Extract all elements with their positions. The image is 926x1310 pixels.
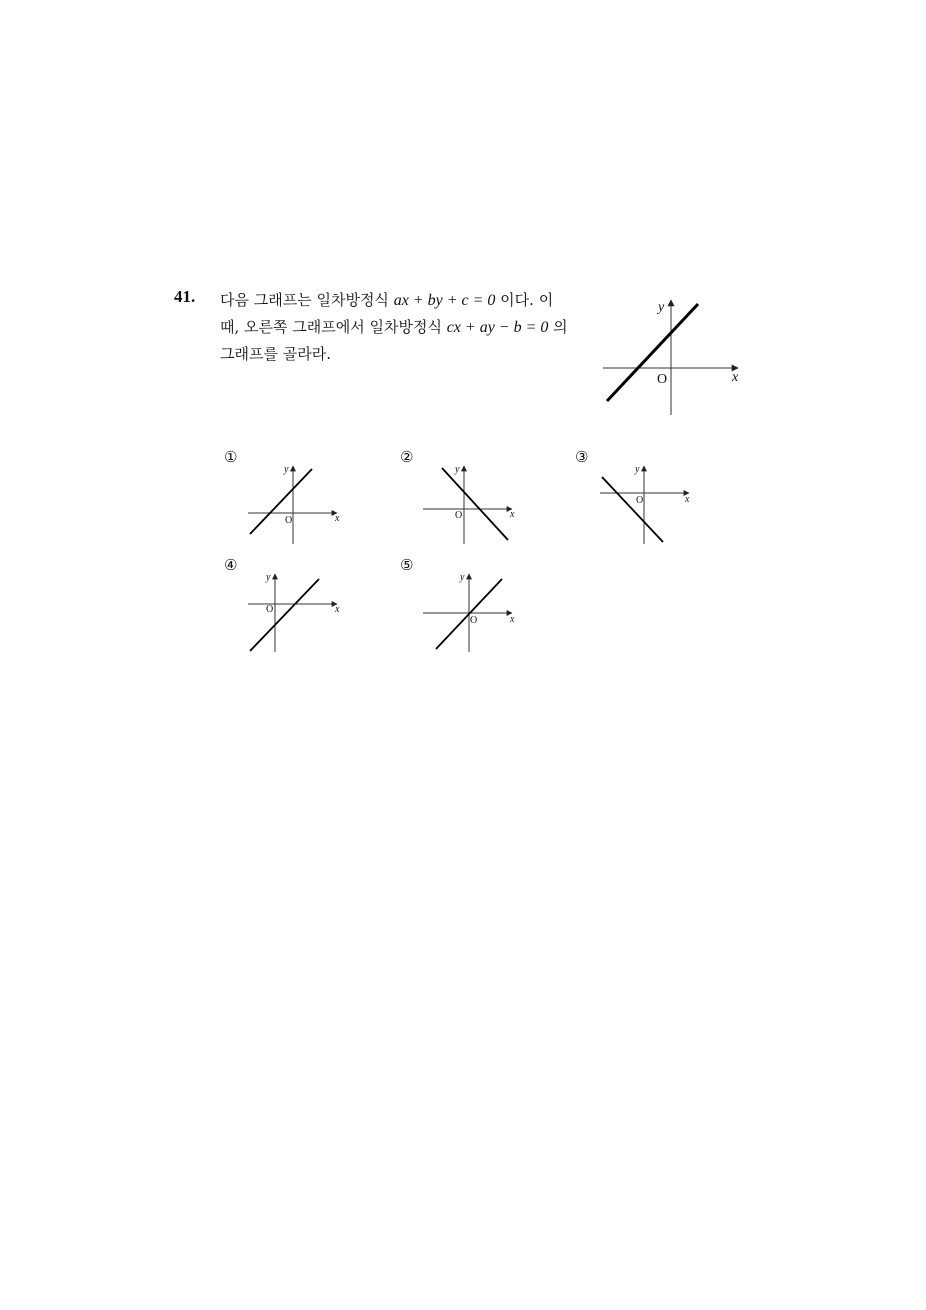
- x-axis-label: x: [732, 370, 739, 385]
- x-axis-label: x: [685, 494, 690, 505]
- graph-line: [250, 579, 319, 651]
- y-axis-label: y: [460, 572, 465, 583]
- choice-graph-5[interactable]: [420, 570, 520, 655]
- x-axis-label: x: [335, 604, 340, 615]
- origin-label: O: [285, 515, 293, 526]
- choice-label-5[interactable]: ⑤: [400, 556, 414, 574]
- origin-label: O: [636, 495, 644, 506]
- choice-label-3[interactable]: ③: [575, 448, 589, 466]
- choice-label-4[interactable]: ④: [224, 556, 238, 574]
- text-segment: 다음 그래프는 일차방정식: [220, 291, 394, 309]
- choice-graph-1[interactable]: [245, 462, 345, 547]
- y-axis-label: y: [455, 464, 460, 475]
- text-segment: 이다. 이: [495, 291, 554, 309]
- x-axis-label: x: [510, 614, 515, 625]
- x-axis-label: x: [510, 509, 515, 520]
- equation-2: cx + ay − b = 0: [446, 319, 549, 336]
- choice-graph-4[interactable]: [245, 570, 345, 655]
- graph-line: [442, 468, 508, 540]
- equation-1: ax + by + c = 0: [393, 292, 496, 309]
- graph-line: [607, 304, 698, 401]
- text-segment: 때, 오른쪽 그래프에서 일차방정식: [220, 318, 447, 336]
- origin-label: O: [455, 510, 463, 521]
- main-graph: [600, 295, 745, 420]
- question-text: [220, 287, 586, 367]
- origin-label: O: [657, 372, 668, 387]
- graph-line: [602, 477, 663, 542]
- text-segment: 의: [548, 318, 568, 336]
- question-line-1: [220, 287, 586, 314]
- question-line-3: 그래프를 골라라.: [220, 345, 331, 363]
- y-axis-label: y: [658, 300, 665, 315]
- graph-line: [250, 469, 312, 534]
- y-axis-label: y: [266, 572, 271, 583]
- choice-label-1[interactable]: ①: [224, 448, 238, 466]
- choice-label-2[interactable]: ②: [400, 448, 414, 466]
- origin-label: O: [470, 615, 478, 626]
- x-axis-label: x: [335, 513, 340, 524]
- y-axis-label: y: [635, 464, 640, 475]
- choice-graph-3[interactable]: [597, 462, 697, 547]
- y-axis-label: y: [284, 464, 289, 475]
- choice-graph-2[interactable]: [420, 462, 520, 547]
- question-number: 41.: [174, 287, 196, 306]
- question-line-2: [220, 314, 586, 341]
- origin-label: O: [266, 604, 274, 615]
